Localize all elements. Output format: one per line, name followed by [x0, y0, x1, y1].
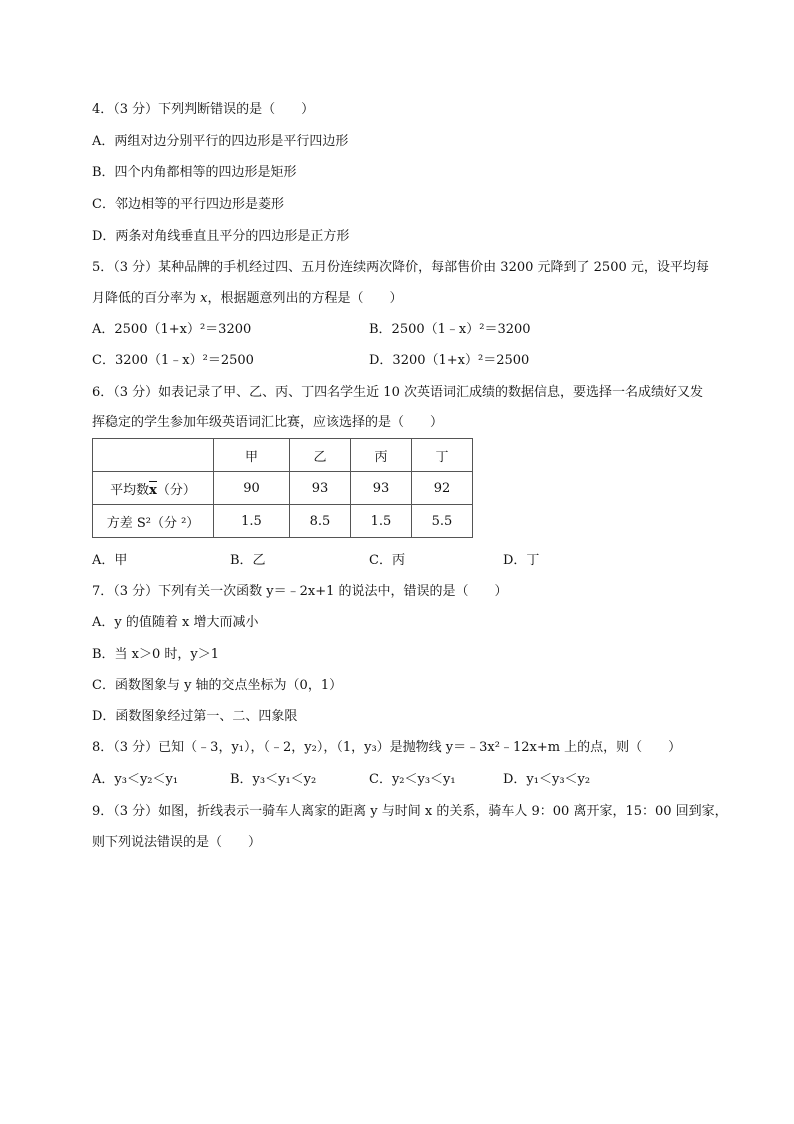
question-6-stem-line2: 挥稳定的学生参加年级英语词汇比赛，应该选择的是（ ） [92, 415, 444, 430]
question-5-option-b: B．2500（1﹣x）²＝3200 [369, 322, 531, 337]
question-5-stem-line2 [92, 290, 403, 308]
table-row [93, 472, 473, 505]
question-5-option-c: C．3200（1﹣x）²＝2500 [92, 353, 254, 368]
label-text: （分） [156, 482, 196, 498]
mean-symbol: x [149, 482, 157, 498]
question-8-option-c: C．y₂＜y₃＜y₁ [369, 772, 456, 787]
question-6-stem-line1: 6．（3 分）如表记录了甲、乙、丙、丁四名学生近 10 次英语词汇成绩的数据信息，要选择一名成绩好又发 [92, 385, 703, 400]
question-5-option-d: D．3200（1+x）²＝2500 [369, 353, 530, 368]
table-cell: 90 [214, 472, 290, 505]
table-row-label [93, 472, 214, 505]
table-cell: 92 [412, 472, 473, 505]
stem-text: 月降低的百分率为 [92, 291, 201, 306]
table-cell: 93 [351, 472, 412, 505]
question-6-option-a: A．甲 [92, 553, 128, 568]
question-8-option-a: A．y₃＜y₂＜y₁ [92, 772, 179, 787]
question-6-option-d: D．丁 [503, 553, 540, 568]
question-5-stem-line1: 5．（3 分）某种品牌的手机经过四、五月份连续两次降价，每部售价由 3200 元降到了 2500 元，设平均每 [92, 260, 709, 275]
question-7-option-c: C．函数图象与 y 轴的交点坐标为（0，1） [92, 678, 343, 693]
table-cell: 1.5 [214, 505, 290, 538]
question-4-option-b: B．四个内角都相等的四边形是矩形 [92, 165, 297, 180]
question-6-option-b: B．乙 [230, 553, 266, 568]
table-cell: 8.5 [290, 505, 351, 538]
table-header-cell: 甲 [214, 439, 290, 472]
question-6-option-c: C．丙 [369, 553, 405, 568]
table-header-row [93, 439, 473, 472]
question-4-option-c: C．邻边相等的平行四边形是菱形 [92, 197, 284, 212]
question-8-stem: 8．（3 分）已知（﹣3，y₁），（﹣2，y₂），（1，y₃）是抛物线 y＝﹣3x²﹣12x+m 上的点，则（ ） [92, 740, 682, 755]
question-5-option-a: A．2500（1+x）²＝3200 [92, 322, 252, 337]
table-header-cell: 丙 [351, 439, 412, 472]
question-4-option-a: A．两组对边分别平行的四边形是平行四边形 [92, 134, 349, 149]
question-7-option-b: B．当 x＞0 时，y＞1 [92, 647, 220, 662]
stem-text: ，根据题意列出的方程是（ ） [207, 291, 403, 306]
question-7-option-a: A．y 的值随着 x 增大而减小 [92, 615, 259, 630]
table-cell: 5.5 [412, 505, 473, 538]
variable-x: x [200, 291, 208, 306]
question-7-stem: 7．（3 分）下列有关一次函数 y＝﹣2x+1 的说法中，错误的是（ ） [92, 584, 508, 599]
question-7-option-d: D．函数图象经过第一、二、四象限 [92, 709, 298, 724]
table-cell: 1.5 [351, 505, 412, 538]
question-8-option-d: D．y₁＜y₃＜y₂ [503, 772, 591, 787]
label-text: 平均数 [110, 482, 150, 498]
table-header-cell: 乙 [290, 439, 351, 472]
table-row [93, 505, 473, 538]
table-row-label: 方差 S²（分 ²） [93, 505, 214, 538]
question-8-option-b: B．y₃＜y₁＜y₂ [230, 772, 317, 787]
question-9-stem-line1: 9．（3 分）如图，折线表示一骑车人离家的距离 y 与时间 x 的关系，骑车人 9：00 离开家，15：00 回到家， [92, 804, 728, 819]
score-table [92, 438, 473, 538]
table-header-cell [93, 439, 214, 472]
table-header-cell: 丁 [412, 439, 473, 472]
table-cell: 93 [290, 472, 351, 505]
question-4-option-d: D．两条对角线垂直且平分的四边形是正方形 [92, 229, 350, 244]
question-4-stem: 4．（3 分）下列判断错误的是（ ） [92, 102, 315, 117]
question-9-stem-line2: 则下列说法错误的是（ ） [92, 835, 262, 850]
